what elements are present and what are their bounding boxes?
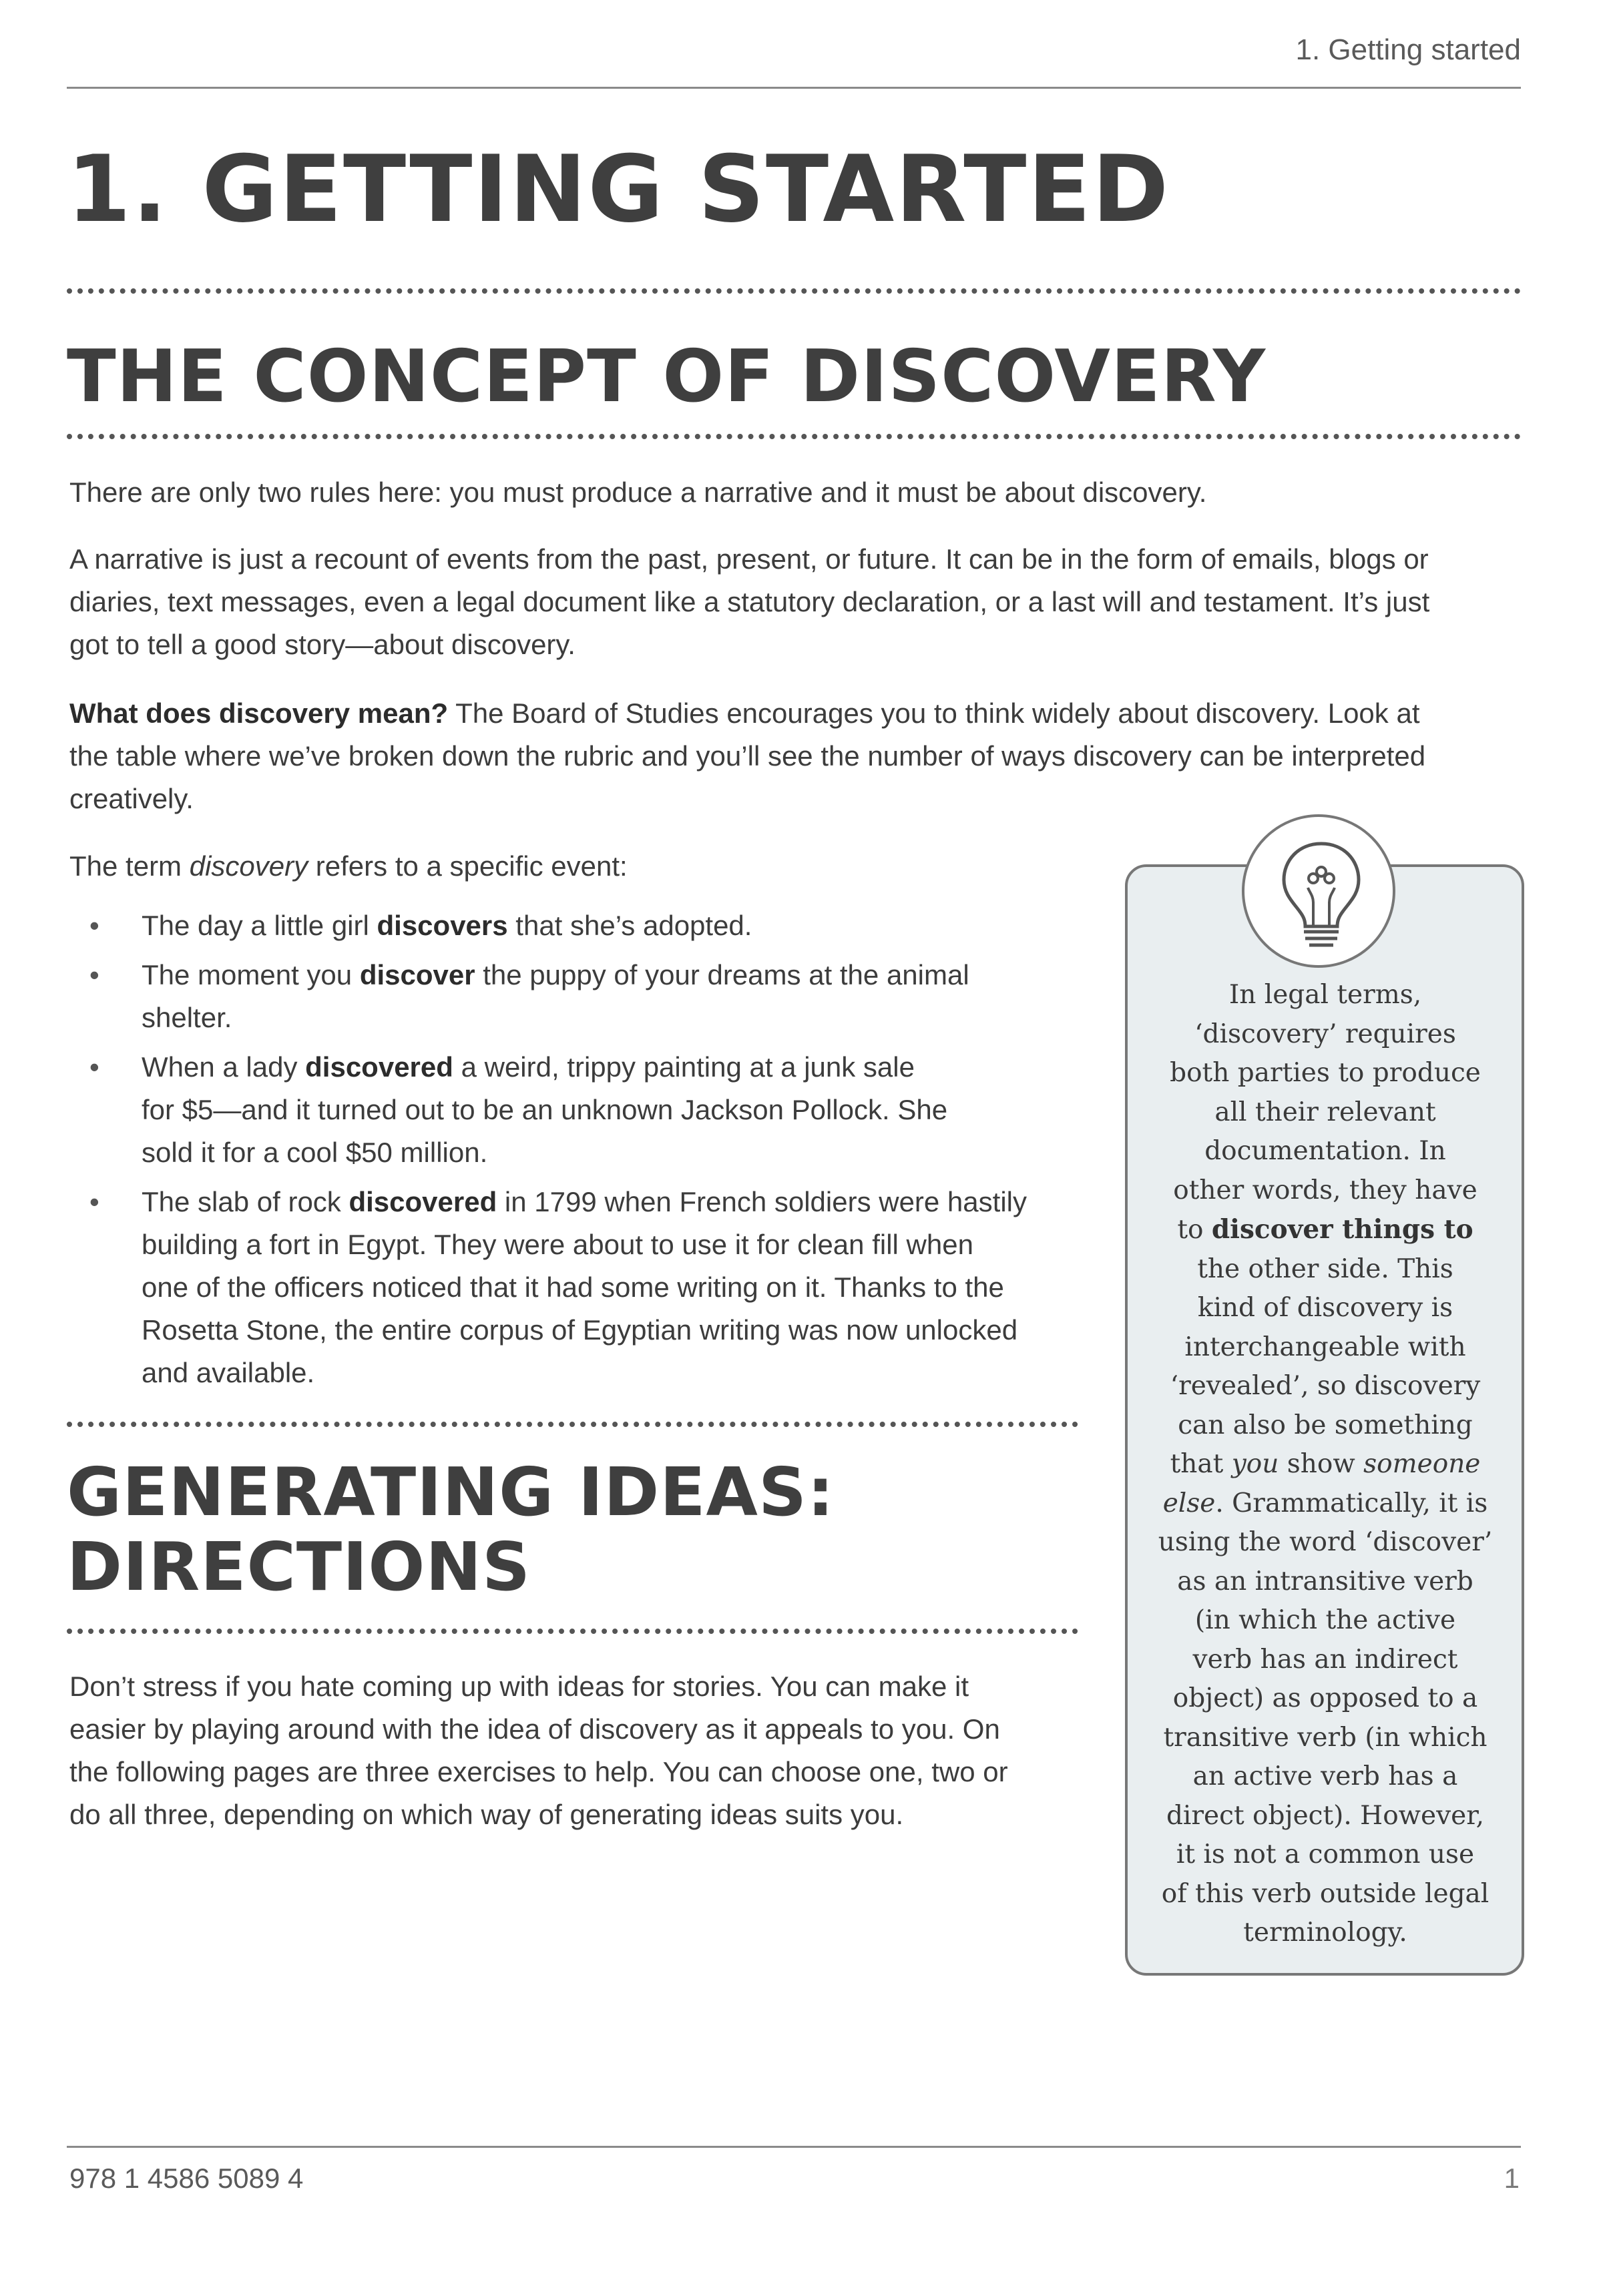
paragraph-meaning xyxy=(69,692,1425,820)
callout-emphasis: you xyxy=(1231,1449,1279,1479)
callout-line: both parties to produce xyxy=(1170,1058,1481,1088)
emphasis: discovery xyxy=(189,850,308,882)
section-heading-discovery: THE CONCEPT OF DISCOVERY xyxy=(67,335,1267,418)
text-run: that she’s adopted. xyxy=(507,910,752,941)
text-run: refers to a specific event: xyxy=(308,850,628,882)
text-run: When a lady xyxy=(142,1051,306,1083)
callout-line: it is not a common use xyxy=(1176,1839,1475,1870)
text-line: diaries, text messages, even a legal document like a statutory declaration, or a last will and testament. It’s just xyxy=(69,586,1430,617)
text-line: got to tell a good story—about discovery. xyxy=(69,629,576,660)
list-item xyxy=(69,1181,1078,1394)
callout-line: direct object). However, xyxy=(1166,1800,1485,1831)
text-line: Don’t stress if you hate coming up with ideas for stories. You can make it xyxy=(69,1671,969,1702)
callout-line: the other side. This xyxy=(1197,1253,1453,1284)
callout-text xyxy=(1145,976,1506,1953)
callout-line: an active verb has a xyxy=(1192,1761,1458,1791)
callout-line: (in which the active xyxy=(1194,1605,1456,1635)
paragraph-rules: There are only two rules here: you must produce a narrative and it must be about discovery. xyxy=(69,477,1207,508)
text-run: and available. xyxy=(142,1357,315,1388)
callout-emphasis: else xyxy=(1162,1488,1216,1518)
dotted-divider xyxy=(67,288,1521,294)
callout-line: can also be something xyxy=(1178,1410,1473,1440)
callout-line: as an intransitive verb xyxy=(1177,1566,1473,1597)
callout-line: ‘discovery’ requires xyxy=(1194,1019,1456,1049)
text-run: a weird, trippy painting at a junk sale xyxy=(453,1051,915,1083)
callout-line: kind of discovery is xyxy=(1197,1293,1453,1323)
callout-line: In legal terms, xyxy=(1228,980,1422,1010)
text-run: The term xyxy=(69,850,190,882)
callout-run: to xyxy=(1177,1215,1212,1245)
paragraph-term xyxy=(69,845,628,888)
discovery-examples-list xyxy=(69,904,1078,1401)
bold-term: discovers xyxy=(377,910,508,941)
list-item xyxy=(69,954,1078,1039)
text-run: building a fort in Egypt. They were about to use it for clean fill when xyxy=(142,1229,973,1260)
dotted-divider xyxy=(67,434,1521,439)
callout-line: transitive verb (in which xyxy=(1163,1722,1488,1753)
callout-run: show xyxy=(1279,1449,1364,1479)
text-run: The day a little girl xyxy=(142,910,377,941)
callout-line: ‘revealed’, so discovery xyxy=(1170,1371,1481,1401)
paragraph-narrative xyxy=(69,538,1429,666)
callout-bold: discover things to xyxy=(1211,1214,1473,1245)
callout-line: other words, they have xyxy=(1173,1175,1477,1205)
callout-line: of this verb outside legal xyxy=(1161,1878,1490,1909)
text-run: in 1799 when French soldiers were hastily xyxy=(497,1186,1027,1217)
list-item xyxy=(69,1046,1078,1174)
text-line: the table where we’ve broken down the rubric and you’ll see the number of ways discovery can be interpreted xyxy=(69,740,1426,772)
isbn-number: 978 1 4586 5089 4 xyxy=(69,2163,304,2194)
text-run: The moment you xyxy=(142,959,360,990)
text-run: for $5—and it turned out to be an unknown Jackson Pollock. She xyxy=(142,1094,948,1125)
bold-term: discovered xyxy=(349,1186,497,1217)
paragraph-ideas xyxy=(69,1665,1008,1836)
heading-line: GENERATING IDEAS: xyxy=(67,1453,835,1531)
footer-rule xyxy=(67,2146,1521,2148)
text-line: A narrative is just a recount of events from the past, present, or future. It can be in the form of emails, blogs or xyxy=(69,543,1429,575)
text-line: The Board of Studies encourages you to think widely about discovery. Look at xyxy=(448,697,1420,729)
text-line: easier by playing around with the idea of discovery as it appeals to you. On xyxy=(69,1713,1000,1745)
running-header: 1. Getting started xyxy=(1295,33,1521,66)
callout-line: terminology. xyxy=(1243,1918,1407,1948)
text-line: do all three, depending on which way of generating ideas suits you. xyxy=(69,1799,904,1830)
callout-emphasis: someone xyxy=(1363,1449,1481,1479)
page-number: 1 xyxy=(1504,2163,1520,2194)
text-line: creatively. xyxy=(69,783,194,814)
bold-term: discover xyxy=(359,959,475,990)
callout-run: . Grammatically, it is xyxy=(1215,1488,1488,1518)
list-item xyxy=(69,904,1078,947)
text-run: the puppy of your dreams at the animal xyxy=(475,959,969,990)
dotted-divider xyxy=(67,1422,1078,1427)
heading-line: DIRECTIONS xyxy=(67,1528,531,1606)
dotted-divider xyxy=(67,1629,1078,1634)
callout-line: documentation. In xyxy=(1204,1136,1446,1166)
callout-line: object) as opposed to a xyxy=(1172,1683,1478,1713)
callout-line: interchangeable with xyxy=(1184,1332,1466,1362)
callout-line: all their relevant xyxy=(1214,1097,1436,1127)
text-line: the following pages are three exercises to help. You can choose one, two or xyxy=(69,1756,1008,1787)
text-run: one of the officers noticed that it had some writing on it. Thanks to the xyxy=(142,1271,1004,1303)
bold-term: discovered xyxy=(305,1051,453,1083)
callout-run: that xyxy=(1170,1449,1232,1479)
chapter-title: 1. GETTING STARTED xyxy=(67,135,1170,243)
section-heading-generating-ideas xyxy=(67,1455,835,1605)
lightbulb-badge xyxy=(1242,814,1395,968)
callout-line: using the word ‘discover’ xyxy=(1158,1527,1493,1557)
callout-line: verb has an indirect xyxy=(1192,1644,1458,1675)
text-run: Rosetta Stone, the entire corpus of Egyptian writing was now unlocked xyxy=(142,1314,1018,1346)
text-run: The slab of rock xyxy=(142,1186,349,1217)
text-run: shelter. xyxy=(142,1002,232,1033)
bold-lead: What does discovery mean? xyxy=(69,697,449,729)
header-rule xyxy=(67,87,1521,89)
text-run: sold it for a cool $50 million. xyxy=(142,1137,488,1168)
lightbulb-icon xyxy=(1275,837,1368,950)
